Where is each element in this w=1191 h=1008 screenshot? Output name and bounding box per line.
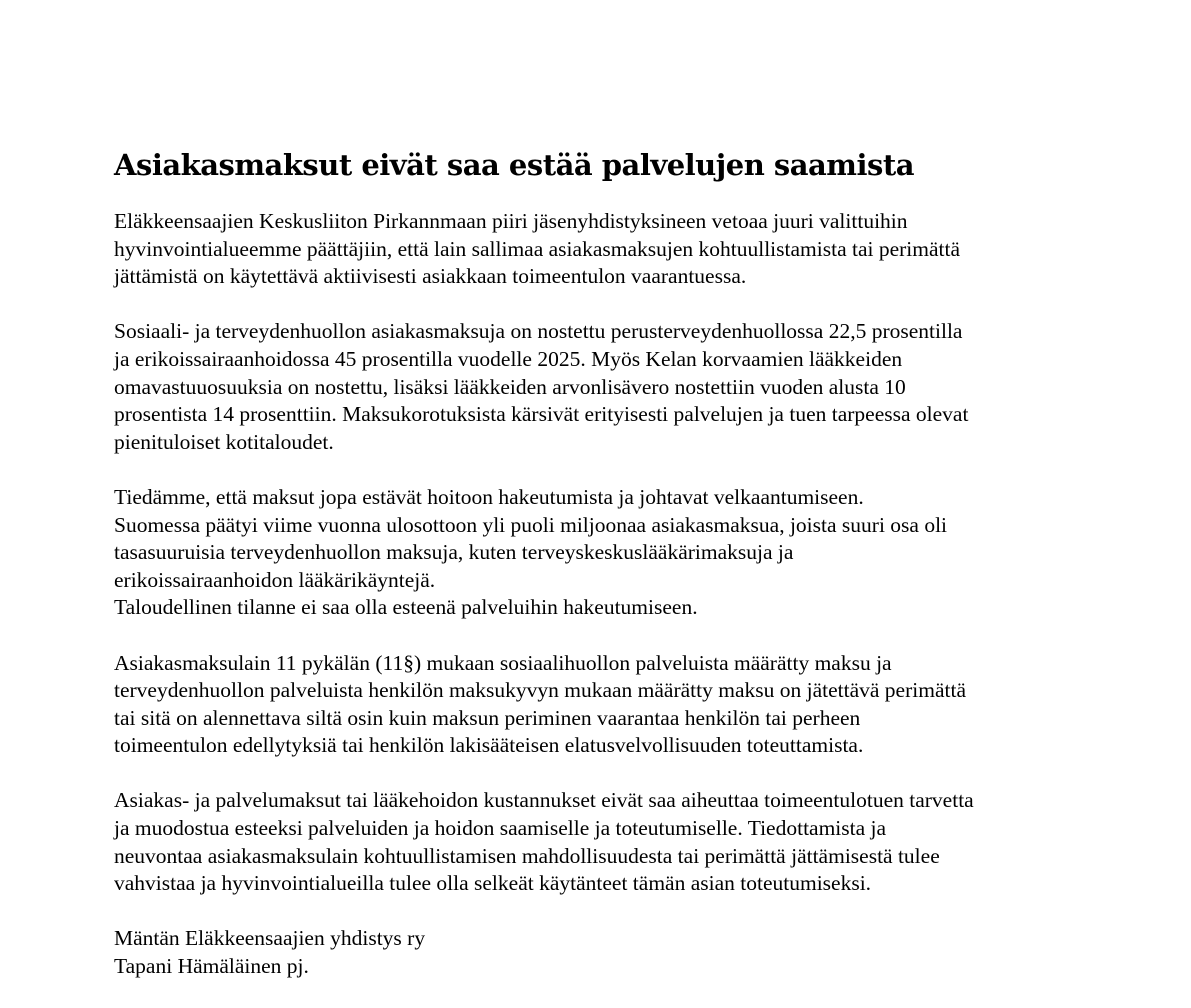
paragraph-line: pienituloiset kotitaloudet. [114, 429, 334, 454]
signature-block [114, 925, 1094, 980]
paragraph-line: terveydenhuollon palveluista henkilön maksukyvyn mukaan määrätty maksu on jätettävä perimättä [114, 678, 966, 703]
body-paragraph [114, 650, 1094, 760]
document-page [114, 146, 1094, 981]
article-body [114, 208, 1094, 898]
paragraph-line: vahvistaa ja hyvinvointialueilla tulee olla selkeät käytänteet tämän asian toteutumiseksi. [114, 871, 872, 896]
paragraph-line: Taloudellinen tilanne ei saa olla esteenä palveluihin hakeutumiseen. [114, 595, 698, 620]
paragraph-line: Eläkkeensaajien Keskusliiton Pirkannmaan piiri jäsenyhdistyksineen vetoaa juuri valittuihin [114, 209, 908, 233]
paragraph-line: Sosiaali- ja terveydenhuollon asiakasmaksuja on nostettu perusterveydenhuollossa 22,5 prosentilla [114, 319, 963, 344]
paragraph-line: neuvontaa asiakasmaksulain kohtuullistamisen mahdollisuudesta tai perimättä jättämisestä tulee [114, 843, 940, 868]
paragraph-line: prosentista 14 prosenttiin. Maksukorotuksista kärsivät erityisesti palvelujen ja tuen tarpeessa olevat [114, 402, 969, 427]
signature-organization: Mäntän Eläkkeensaajien yhdistys ry [114, 926, 426, 951]
paragraph-line: ja erikoissairaanhoidossa 45 prosentilla vuodelle 2025. Myös Kelan korvaamien lääkkeiden [114, 346, 903, 371]
paragraph-line: Asiakasmaksulain 11 pykälän (11§) mukaan sosiaalihuollon palveluista määrätty maksu ja [114, 650, 892, 675]
paragraph-line: tasasuuruisia terveydenhuollon maksuja, kuten terveyskeskuslääkärimaksuja ja [114, 540, 794, 565]
body-paragraph [114, 484, 1094, 622]
paragraph-line: Suomessa päätyi viime vuonna ulosottoon yli puoli miljoonaa asiakasmaksua, joista suuri osa oli [114, 512, 948, 537]
body-paragraph [114, 787, 1094, 897]
body-paragraph [114, 208, 1094, 291]
paragraph-line: toimeentulon edellytyksiä tai henkilön lakisääteisen elatusvelvollisuuden toteuttamista. [114, 733, 864, 758]
paragraph-line: hyvinvointialueemme päättäjiin, että lain sallimaa asiakasmaksujen kohtuullistamista tai perimättä [114, 236, 961, 261]
signature-name: Tapani Hämäläinen pj. [114, 954, 309, 979]
paragraph-line: erikoissairaanhoidon lääkärikäyntejä. [114, 567, 436, 592]
paragraph-line: ja muodostua esteeksi palveluiden ja hoidon saamiselle ja toteutumiselle. Tiedottamista ja [114, 816, 887, 841]
paragraph-line: tai sitä on alennettava siltä osin kuin maksun periminen vaarantaa henkilön tai perheen [114, 705, 861, 730]
paragraph-line: jättämistä on käytettävä aktiivisesti asiakkaan toimeentulon vaarantuessa. [114, 264, 747, 289]
paragraph-line: Tiedämme, että maksut jopa estävät hoitoon hakeutumista ja johtavat velkaantumiseen. [114, 484, 864, 509]
paragraph-line: Asiakas- ja palvelumaksut tai lääkehoidon kustannukset eivät saa aiheuttaa toimeentulotuen tarvetta [114, 788, 974, 813]
article-title: Asiakasmaksut eivät saa estää palvelujen saamista [114, 148, 915, 182]
paragraph-line: omavastuuosuuksia on nostettu, lisäksi lääkkeiden arvonlisävero nostettiin vuoden alusta 10 [114, 374, 906, 399]
body-paragraph [114, 318, 1094, 456]
